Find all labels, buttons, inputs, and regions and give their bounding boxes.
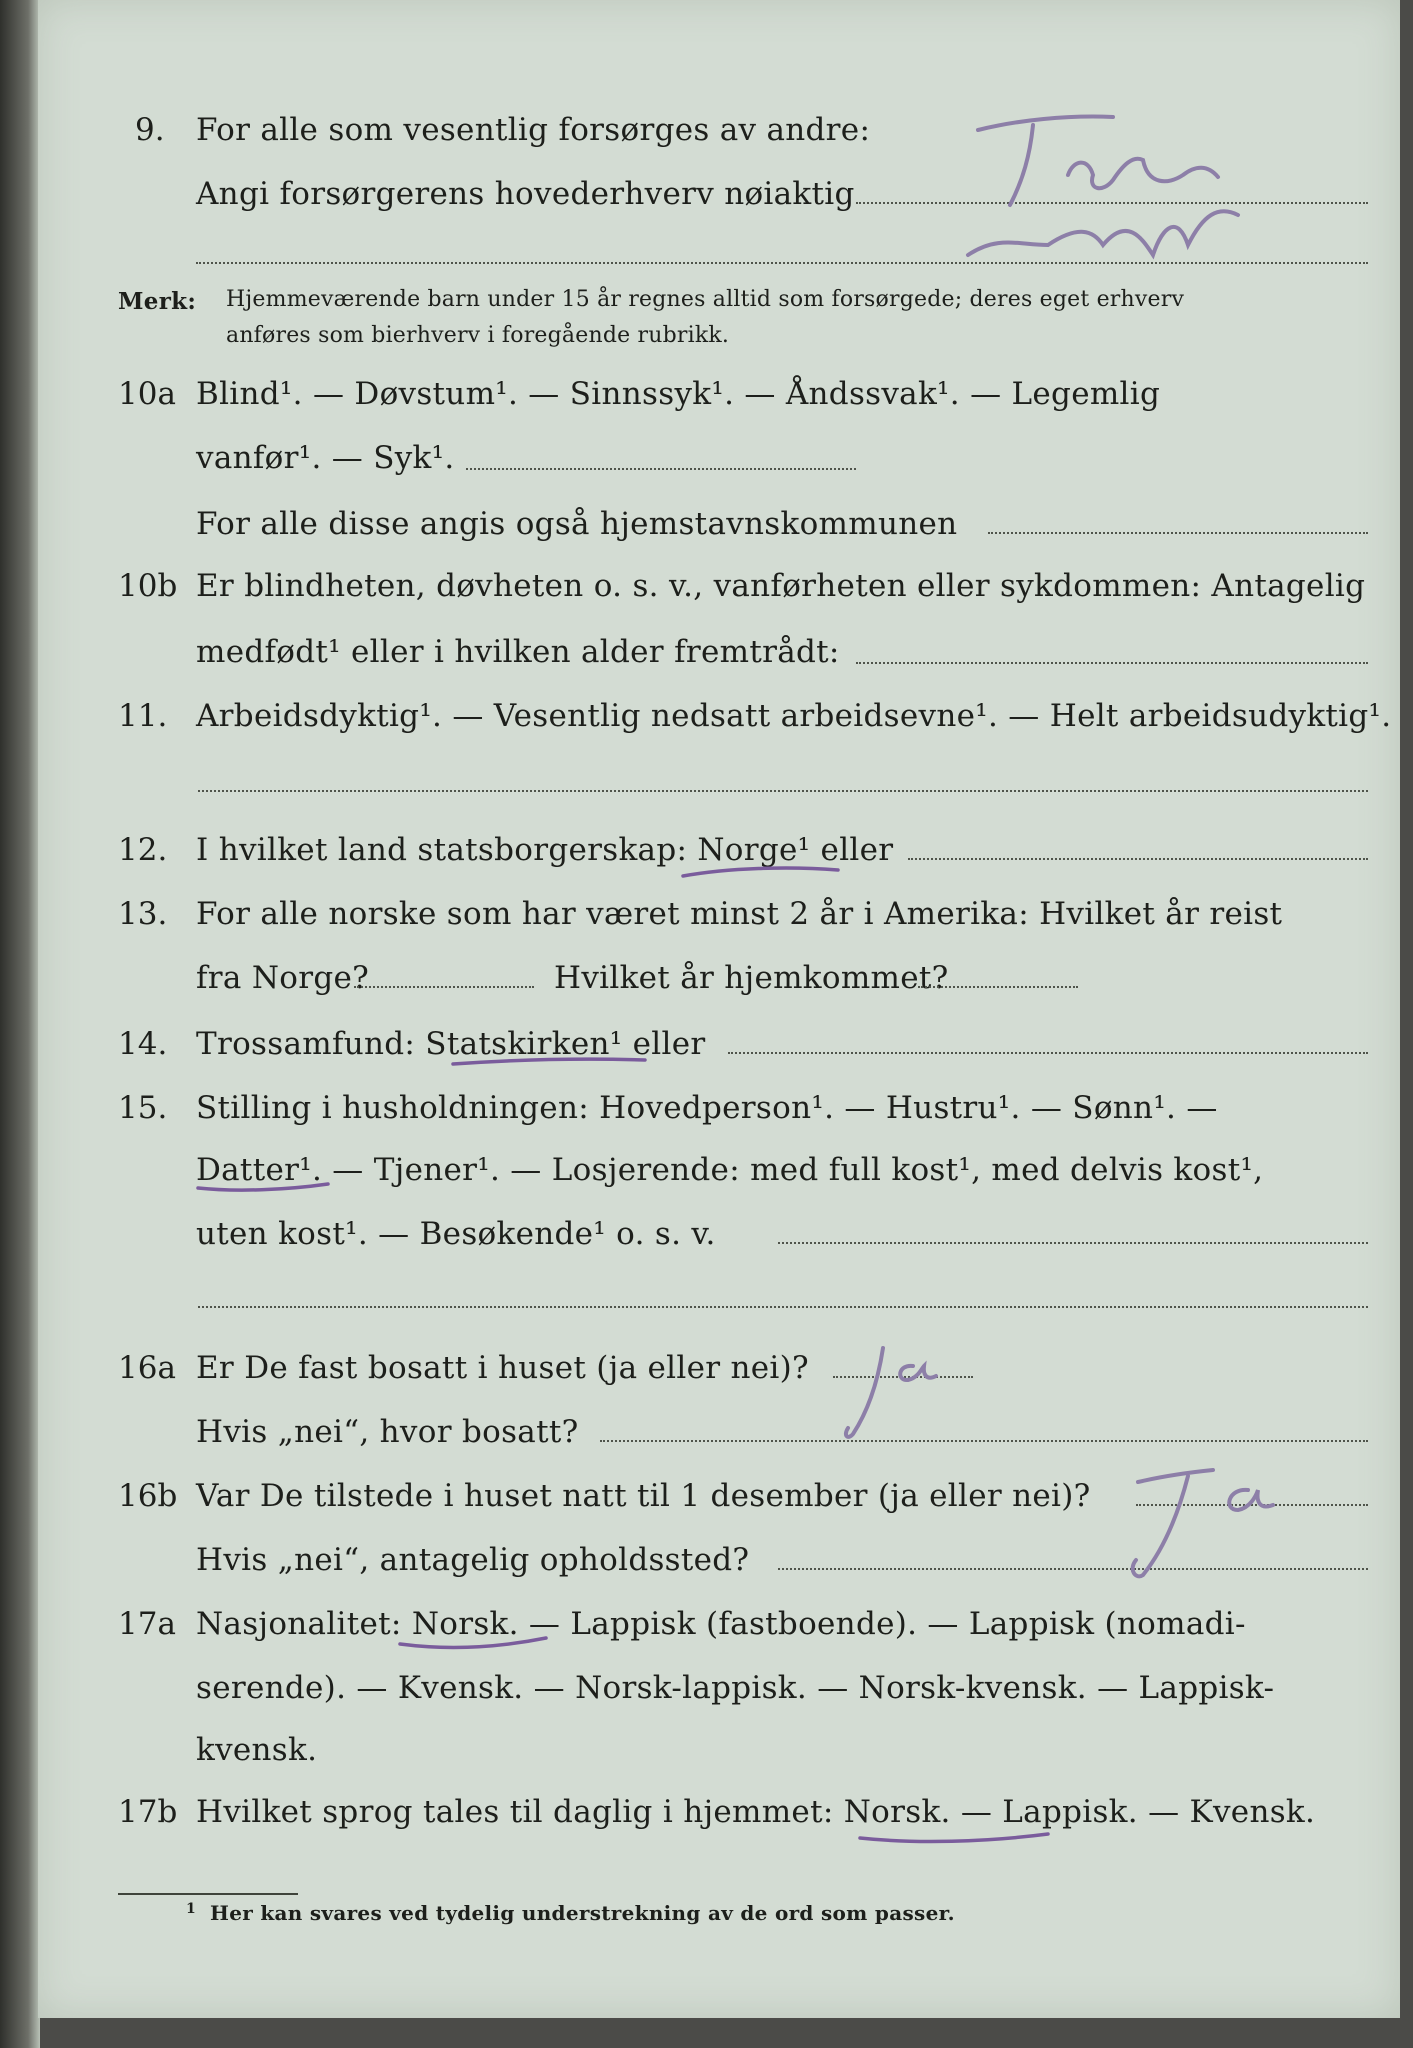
question-text: Er De fast bosatt i huset (ja eller nei)?: [196, 1350, 809, 1386]
census-form-page: [38, 0, 1400, 2018]
question-text: For alle disse angis også hjemstavnskommunen: [196, 506, 958, 542]
question-number: 15.: [118, 1090, 168, 1126]
question-text: uten kost¹. — Besøkende¹ o. s. v.: [196, 1216, 716, 1252]
answer-line: [198, 790, 1368, 792]
question-text: Hvis „nei“, antagelig opholdssted?: [196, 1542, 750, 1578]
question-text: For alle som vesentlig forsørges av andre:: [196, 112, 871, 148]
answer-line: [778, 1242, 1368, 1244]
question-number: 10a: [118, 376, 176, 412]
footnote-rule: [118, 1893, 298, 1895]
question-number: 17b: [118, 1794, 178, 1830]
handwriting-text-2: selv: [1058, 215, 1146, 266]
handwriting-answer-16b: [1088, 1460, 1308, 1590]
question-text: vanfør¹. — Syk¹.: [196, 440, 455, 476]
question-number: 9.: [135, 112, 165, 148]
question-text: Angi forsørgerens hovederhverv nøiaktig: [196, 176, 855, 212]
underline-norsk: [396, 1626, 556, 1660]
question-text: Arbeidsdyktig¹. — Vesentlig nedsatt arbeidsevne¹. — Helt arbeidsudyktig¹.: [196, 698, 1392, 734]
question-text: Hvilket sprog tales til daglig i hjemmet: Norsk. — Lappisk. — Kvensk.: [196, 1794, 1316, 1830]
question-text: I hvilket land statsborgerskap: Norge¹ eller: [196, 832, 894, 868]
question-text: Hvis „nei“, hvor bosatt?: [196, 1414, 579, 1450]
question-text: medfødt¹ eller i hvilken alder fremtrådt:: [196, 634, 840, 670]
question-number: 14.: [118, 1026, 168, 1062]
footnote-text: Her kan svares ved tydelig understrekning av de ord som passer.: [210, 1901, 955, 1925]
underline-datter: [196, 1168, 336, 1202]
question-text: serende). — Kvensk. — Norsk-lappisk. — Norsk-kvensk. — Lappisk-: [196, 1670, 1275, 1706]
question-text: Stilling i husholdningen: Hovedperson¹. — Hustru¹. — Sønn¹. —: [196, 1090, 1218, 1126]
handwriting-text: ja: [868, 1350, 905, 1396]
note-text: anføres som bierhverv i foregående rubrikk.: [226, 323, 730, 348]
question-text: Hvilket år hjemkommet?: [554, 960, 949, 996]
answer-line: [856, 662, 1368, 664]
handwriting-text-1: Fisker: [1058, 147, 1199, 198]
underline-statskirken: [450, 1040, 650, 1074]
answer-line: [728, 1052, 1368, 1054]
answer-line: [918, 986, 1078, 988]
question-text: Nasjonalitet: Norsk. — Lappisk (fastboende). — Lappisk (nomadi-: [196, 1606, 1246, 1642]
question-text: For alle norske som har været minst 2 år i Amerika: Hvilket år reist: [196, 896, 1283, 932]
underline-norge: [678, 846, 848, 886]
answer-line: [988, 532, 1368, 534]
question-text: Var De tilstede i huset natt til 1 desember (ja eller nei)?: [196, 1478, 1091, 1514]
question-text: Datter¹. — Tjener¹. — Losjerende: med full kost¹, med delvis kost¹,: [196, 1152, 1264, 1188]
footnote-mark: 1: [186, 1901, 197, 1917]
question-number: 13.: [118, 896, 168, 932]
question-text: Blind¹. — Døvstum¹. — Sinnssyk¹. — Åndssvak¹. — Legemlig: [196, 376, 1161, 412]
note-text: Hjemmeværende barn under 15 år regnes alltid som forsørgede; deres eget erhverv: [226, 287, 1185, 312]
question-number: 10b: [118, 568, 178, 604]
question-text: Er blindheten, døvheten o. s. v., vanførheten eller sykdommen: Antagelig: [196, 568, 1366, 604]
answer-line: [908, 858, 1368, 860]
question-text: fra Norge?: [196, 960, 370, 996]
question-number: 17a: [118, 1606, 176, 1642]
question-number: 16a: [118, 1350, 176, 1386]
note-label: Merk:: [118, 288, 197, 315]
question-number: 11.: [118, 698, 168, 734]
answer-line: [198, 1306, 1368, 1308]
answer-line: [466, 468, 856, 470]
question-number: 16b: [118, 1478, 178, 1514]
handwriting-text: ja: [1188, 1484, 1225, 1530]
handwriting-answer-16a: [798, 1336, 978, 1446]
paper-edge-shadow: [0, 0, 40, 2048]
underline-norsk-language: [856, 1826, 1056, 1856]
question-text: Trossamfund: Statskirken¹ eller: [196, 1026, 706, 1062]
question-text: kvensk.: [196, 1732, 318, 1768]
question-number: 12.: [118, 832, 168, 868]
answer-line: [600, 1440, 1368, 1442]
handwriting-answer-occupation: [938, 105, 1268, 275]
answer-line: [354, 986, 534, 988]
